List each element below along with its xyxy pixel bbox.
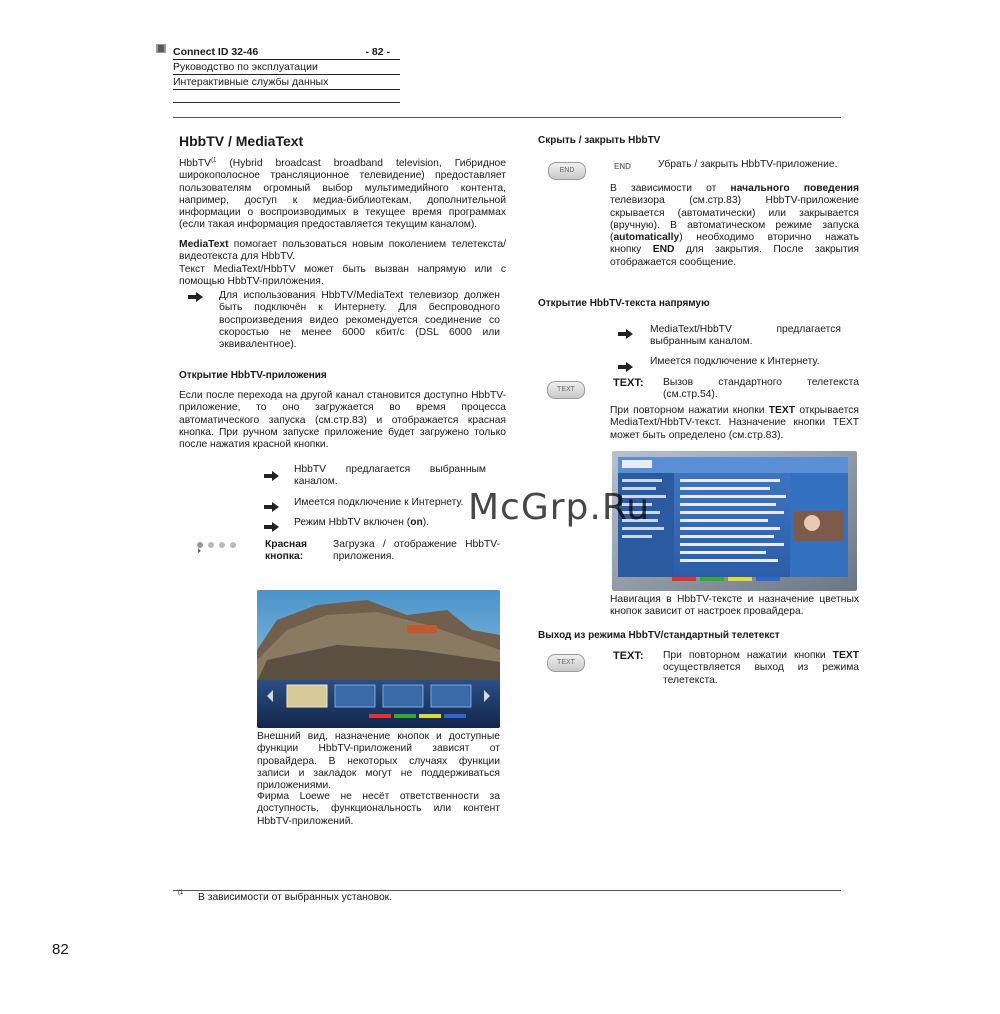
nav-caption: Навигация в HbbTV-тексте и назначение цветных кнопок зависит от настроек провайдера. — [610, 594, 859, 618]
exit-heading: Выход из режима HbbTV/стандартный телетекст — [538, 630, 780, 641]
cond1-arrow-icon — [264, 471, 280, 481]
red-key-label: Красная кнопка: — [265, 539, 307, 563]
header-model: Connect ID 32-46 — [173, 46, 259, 58]
end-key-icon: END — [548, 162, 586, 180]
open-app-heading: Открытие HbbTV-приложения — [179, 370, 327, 381]
startup-behavior-text: В зависимости от начального поведения телевизора (см.стр.83) HbbTV-приложение скрывается (автоматически) или закрывается (вручную). В автоматическом режиме запуска (automatically) необходимо вторично нажать кнопку END для закрытия. После закрытия отображается сообщение. — [610, 183, 859, 268]
text-key-description: Вызов стандартного телетекста (см.стр.54). — [663, 377, 859, 401]
app-caption: Внешний вид, назначение кнопок и доступные функции HbbTV-приложений зависят от провайдера. В некоторых случаях функции записи и закладок могут не поддерживаться приложениями. — [257, 731, 500, 792]
open-app-text: Если после перехода на другой канал становится доступно HbbTV-приложение, то оно загружается во время процесса автоматического запуска (см.стр.83) и отображается красная кнопка. При ручном запуске приложение будет загружено только после нажатия красной кнопки. — [179, 390, 506, 451]
end-description: Убрать / закрыть HbbTV-приложение. — [658, 159, 838, 170]
cond1-text: HbbTV предлагается выбранным каналом. — [294, 464, 486, 488]
cond2-arrow-icon — [264, 502, 280, 512]
text-cond2-arrow-icon — [618, 362, 634, 372]
mediatext-rest: помогает пользоваться новым поколением телетекста/видеотекста для HbbTV. — [179, 239, 506, 263]
repeat-text-paragraph: При повторном нажатии кнопки TEXT открывается MediaText/HbbTV-текст. Назначение кнопки TEXT может быть определено (см.стр.83). — [610, 405, 859, 441]
hbbtv-app-screenshot — [257, 590, 500, 728]
red-key-description: Загрузка / отображение HbbTV-приложения. — [333, 539, 500, 563]
exit-text-key-icon: TEXT — [547, 654, 585, 672]
footnote-ref: (1 — [211, 157, 217, 164]
header-manual: Руководство по эксплуатации — [173, 60, 400, 75]
mediatext-call: Текст MediaText/HbbTV может быть вызван напрямую или с помощью HbbTV-приложения. — [179, 264, 506, 288]
color-keys-icon — [195, 540, 247, 554]
top-rule — [173, 117, 841, 118]
hide-heading: Скрыть / закрыть HbbTV — [538, 135, 661, 146]
page-number: 82 — [52, 941, 69, 958]
intro-lead: HbbTV — [179, 158, 212, 169]
cond3-arrow-icon — [264, 522, 280, 532]
text-cond2: Имеется подключение к Интернету. — [650, 356, 820, 367]
exit-text-label: TEXT: — [613, 650, 644, 662]
connection-note: Для использования HbbTV/MediaText телевизор должен быть подключён к Интернету. Для беспроводного воспроизведения видео рекомендуется соединение со скоростью не менее 6000 кбит/с (DSL 6000 или эквивалентное). — [219, 290, 500, 351]
header-page: - 82 - — [365, 46, 390, 58]
footnote-rule — [173, 890, 841, 891]
text-key-icon: TEXT — [547, 381, 585, 399]
end-inline-icon: END — [614, 162, 631, 171]
loewe-disclaimer: Фирма Loewe не несёт ответственности за доступность, функциональность или контент HbbTV-приложений. — [257, 791, 500, 827]
exit-text-description: При повторном нажатии кнопки TEXT осуществляется выход из режима телетекста. — [663, 650, 859, 686]
intro-rest: (Hybrid broadcast broadband television, Гибридное широкополосное трансляционное телевидение) предоставляет пользователям огромный выбор мультимедийного контента, например, доступ к медиа-библиотекам, дополнительной информации о воспроизводимых в текущее время программах (если такая информация предоставляется текущим каналом). — [179, 158, 506, 231]
header-model-row — [173, 45, 400, 60]
header-divider — [173, 102, 400, 103]
watermark: McGrp.Ru — [468, 487, 651, 528]
footnote-mark: (1 — [178, 890, 184, 896]
text-cond1: MediaText/HbbTV предлагается выбранным каналом. — [650, 324, 841, 348]
open-text-heading: Открытие HbbTV-текста напрямую — [538, 298, 710, 309]
intro-paragraph — [179, 158, 506, 232]
text-key-label: TEXT: — [613, 377, 644, 389]
footnote-text: В зависимости от выбранных установок. — [198, 892, 393, 903]
cond2-text: Имеется подключение к Интернету. — [294, 497, 464, 508]
text-cond1-arrow-icon — [618, 329, 634, 339]
mediatext-term: MediaText — [179, 239, 229, 250]
cond3-text: Режим HbbTV включен (on). — [294, 517, 430, 528]
header-book-icon — [156, 44, 166, 53]
page-title: HbbTV / MediaText — [179, 133, 304, 149]
note-arrow-icon — [188, 292, 204, 302]
header-section: Интерактивные службы данных — [173, 75, 400, 90]
mediatext-paragraph — [179, 239, 506, 264]
